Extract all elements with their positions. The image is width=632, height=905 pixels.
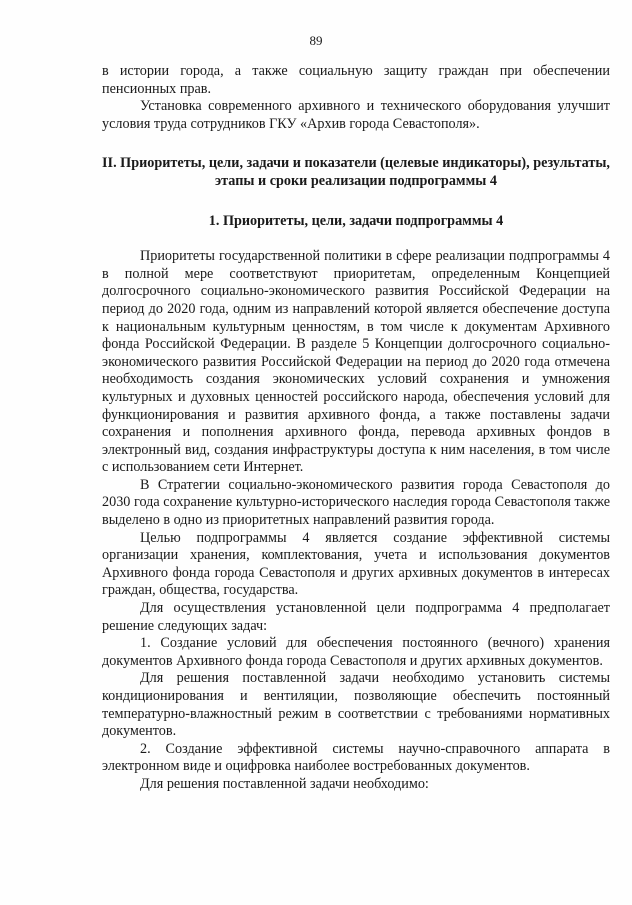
paragraph-archive-equipment: Установка современного архивного и технического оборудования улучшит условия труда сотрудников ГКУ «Архив города Севастополя». — [102, 98, 610, 132]
paragraph-policy-priorities: Приоритеты государственной политики в сфере реализации подпрограммы 4 в полной мере соответствуют приоритетам, определенным Концепцией долгосрочного социально-экономического развития Российской Федерации на период до 2020 года, одним из направлений которой является обеспечение доступа к национальным культурным ценностям, в том числе к документам Архивного фонда Российской Федерации. В разделе 5 Концепции долгосрочного социально-экономического развития Российской Федерации на период до 2020 года отмечена необходимость создания экономических условий сохранения и умножения культурных и духовных ценностей российского народа, обеспечения условий для функционирования и развития архивного фонда, а также поставлены задачи сохранения и пополнения архивного фонда, перевода архивных фондов в электронный вид, создания инфраструктуры доступа к ним населения, в том числе с использованием сети Интернет. — [102, 248, 610, 476]
paragraph-task-2-solution: Для решения поставленной задачи необходимо: — [140, 775, 429, 792]
paragraph-continuation: в истории города, а также социальную защиту граждан при обеспечении пенсионных прав. — [102, 63, 610, 97]
section-heading: II. Приоритеты, цели, задачи и показатели (целевые индикаторы), результаты, этапы и сроки реализации подпрограммы 4 — [102, 155, 610, 189]
paragraph-task-1: 1. Создание условий для обеспечения постоянного (вечного) хранения документов Архивного фонда города Севастополя и других архивных документов. — [102, 635, 610, 669]
paragraph-task-2: 2. Создание эффективной системы научно-справочного аппарата в электронном виде и оцифровка наиболее востребованных документов. — [102, 740, 610, 775]
page-content — [102, 63, 610, 794]
paragraph-strategy-2030: В Стратегии социально-экономического развития города Севастополя до 2030 года сохранение культурно-исторического наследия города Севастополя также выделено в одно из приоритетных направлений развития города. — [102, 476, 610, 529]
paragraph-task-1-solution: Для решения поставленной задачи необходимо установить системы кондиционирования и вентиляции, позволяющие обеспечить постоянный температурно-влажностный режим в соответствии с требованиями нормативных документов. — [102, 670, 610, 740]
paragraph-tasks-intro: Для осуществления установленной цели подпрограмма 4 предполагает решение следующих задач: — [102, 600, 610, 634]
page-number: 89 — [309, 33, 323, 48]
paragraph-subprogram-goal: Целью подпрограммы 4 является создание эффективной системы организации хранения, комплектования, учета и использования документов Архивного фонда города Севастополя и других архивных документов в интересах граждан, общества, государства. — [102, 529, 610, 599]
subsection-heading: 1. Приоритеты, цели, задачи подпрограммы 4 — [208, 212, 504, 229]
